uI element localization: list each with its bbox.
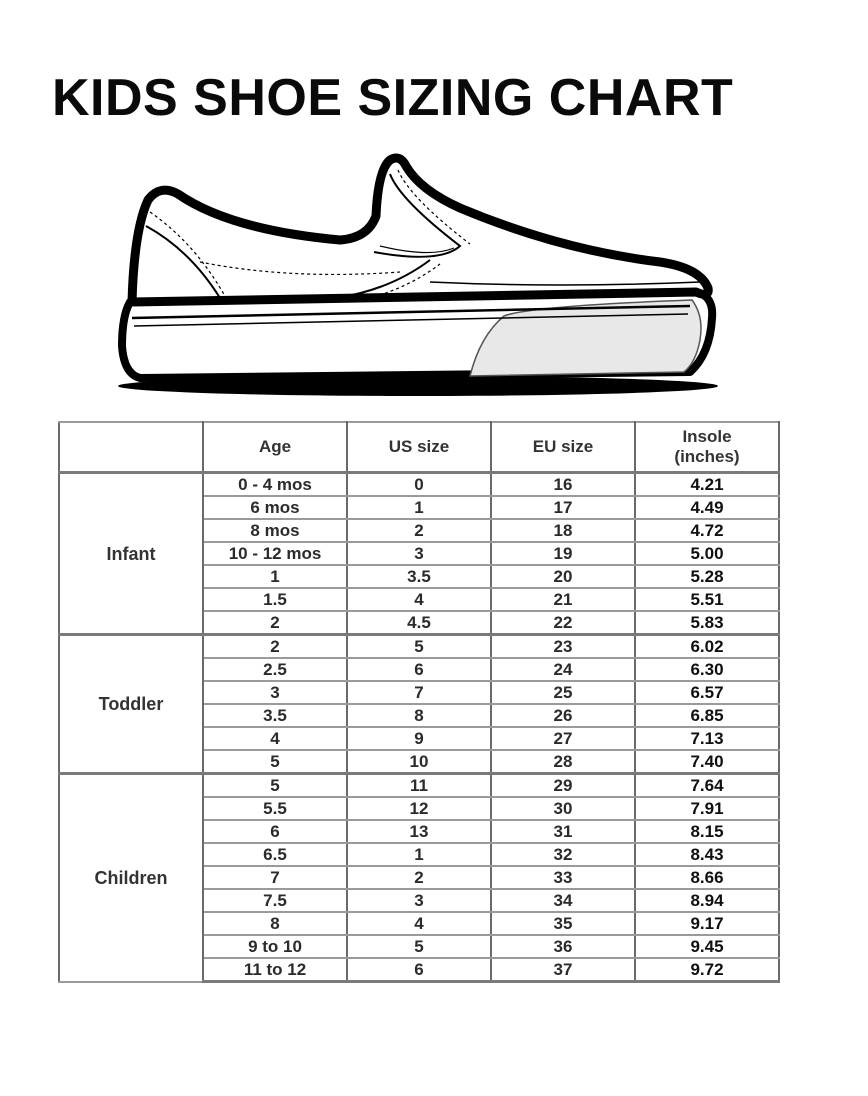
age-cell: 3.5 xyxy=(203,704,347,727)
age-cell: 8 mos xyxy=(203,519,347,542)
us-size-cell: 5 xyxy=(347,935,491,958)
insole-cell: 5.00 xyxy=(635,542,779,565)
eu-size-cell: 18 xyxy=(491,519,635,542)
us-size-cell: 3 xyxy=(347,889,491,912)
us-size-cell: 11 xyxy=(347,774,491,798)
table-row xyxy=(59,774,779,798)
group-label: Infant xyxy=(59,473,203,635)
eu-size-cell: 16 xyxy=(491,473,635,497)
header-insole xyxy=(635,422,779,473)
age-cell: 11 to 12 xyxy=(203,958,347,982)
age-cell: 2 xyxy=(203,611,347,635)
insole-cell: 4.21 xyxy=(635,473,779,497)
insole-cell: 5.51 xyxy=(635,588,779,611)
insole-cell: 4.49 xyxy=(635,496,779,519)
insole-cell: 5.28 xyxy=(635,565,779,588)
header-us-size: US size xyxy=(347,422,491,473)
eu-size-cell: 17 xyxy=(491,496,635,519)
us-size-cell: 3.5 xyxy=(347,565,491,588)
us-size-cell: 2 xyxy=(347,519,491,542)
age-cell: 7 xyxy=(203,866,347,889)
eu-size-cell: 29 xyxy=(491,774,635,798)
age-cell: 5 xyxy=(203,774,347,798)
us-size-cell: 5 xyxy=(347,635,491,659)
us-size-cell: 12 xyxy=(347,797,491,820)
age-cell: 0 - 4 mos xyxy=(203,473,347,497)
page-title: KIDS SHOE SIZING CHART xyxy=(52,69,734,127)
age-cell: 8 xyxy=(203,912,347,935)
eu-size-cell: 24 xyxy=(491,658,635,681)
eu-size-cell: 31 xyxy=(491,820,635,843)
header-row xyxy=(59,422,779,473)
eu-size-cell: 33 xyxy=(491,866,635,889)
eu-size-cell: 32 xyxy=(491,843,635,866)
age-cell: 6 xyxy=(203,820,347,843)
age-cell: 6.5 xyxy=(203,843,347,866)
age-cell: 6 mos xyxy=(203,496,347,519)
header-group xyxy=(59,422,203,473)
insole-cell: 8.94 xyxy=(635,889,779,912)
us-size-cell: 10 xyxy=(347,750,491,774)
insole-cell: 6.02 xyxy=(635,635,779,659)
eu-size-cell: 30 xyxy=(491,797,635,820)
us-size-cell: 4.5 xyxy=(347,611,491,635)
insole-cell: 9.17 xyxy=(635,912,779,935)
insole-cell: 7.40 xyxy=(635,750,779,774)
us-size-cell: 6 xyxy=(347,958,491,982)
us-size-cell: 6 xyxy=(347,658,491,681)
insole-cell: 8.66 xyxy=(635,866,779,889)
group-label: Children xyxy=(59,774,203,982)
age-cell: 4 xyxy=(203,727,347,750)
us-size-cell: 9 xyxy=(347,727,491,750)
insole-cell: 7.91 xyxy=(635,797,779,820)
insole-cell: 8.43 xyxy=(635,843,779,866)
eu-size-cell: 27 xyxy=(491,727,635,750)
us-size-cell: 8 xyxy=(347,704,491,727)
eu-size-cell: 35 xyxy=(491,912,635,935)
age-cell: 1 xyxy=(203,565,347,588)
eu-size-cell: 26 xyxy=(491,704,635,727)
us-size-cell: 7 xyxy=(347,681,491,704)
header-insole-line1: Insole xyxy=(682,427,732,446)
eu-size-cell: 28 xyxy=(491,750,635,774)
us-size-cell: 4 xyxy=(347,912,491,935)
age-cell: 5.5 xyxy=(203,797,347,820)
eu-size-cell: 23 xyxy=(491,635,635,659)
age-cell: 2.5 xyxy=(203,658,347,681)
insole-cell: 9.72 xyxy=(635,958,779,982)
us-size-cell: 3 xyxy=(347,542,491,565)
age-cell: 10 - 12 mos xyxy=(203,542,347,565)
insole-cell: 7.64 xyxy=(635,774,779,798)
age-cell: 2 xyxy=(203,635,347,659)
eu-size-cell: 21 xyxy=(491,588,635,611)
us-size-cell: 0 xyxy=(347,473,491,497)
header-age: Age xyxy=(203,422,347,473)
us-size-cell: 4 xyxy=(347,588,491,611)
shoe-upper xyxy=(132,158,708,302)
eu-size-cell: 34 xyxy=(491,889,635,912)
insole-cell: 7.13 xyxy=(635,727,779,750)
eu-size-cell: 25 xyxy=(491,681,635,704)
age-cell: 1.5 xyxy=(203,588,347,611)
header-eu-size: EU size xyxy=(491,422,635,473)
insole-cell: 5.83 xyxy=(635,611,779,635)
table-row xyxy=(59,635,779,659)
header-insole-line2: (inches) xyxy=(674,447,740,466)
insole-cell: 4.72 xyxy=(635,519,779,542)
us-size-cell: 1 xyxy=(347,496,491,519)
size-table xyxy=(58,421,780,983)
eu-size-cell: 19 xyxy=(491,542,635,565)
table-row xyxy=(59,473,779,497)
table-body xyxy=(59,473,779,982)
insole-cell: 6.30 xyxy=(635,658,779,681)
eu-size-cell: 37 xyxy=(491,958,635,982)
insole-cell: 8.15 xyxy=(635,820,779,843)
group-label: Toddler xyxy=(59,635,203,774)
eu-size-cell: 20 xyxy=(491,565,635,588)
eu-size-cell: 22 xyxy=(491,611,635,635)
us-size-cell: 1 xyxy=(347,843,491,866)
us-size-cell: 2 xyxy=(347,866,491,889)
us-size-cell: 13 xyxy=(347,820,491,843)
eu-size-cell: 36 xyxy=(491,935,635,958)
insole-cell: 6.57 xyxy=(635,681,779,704)
age-cell: 7.5 xyxy=(203,889,347,912)
insole-cell: 6.85 xyxy=(635,704,779,727)
age-cell: 9 to 10 xyxy=(203,935,347,958)
age-cell: 3 xyxy=(203,681,347,704)
insole-cell: 9.45 xyxy=(635,935,779,958)
age-cell: 5 xyxy=(203,750,347,774)
slip-on-shoe-icon xyxy=(100,140,740,410)
